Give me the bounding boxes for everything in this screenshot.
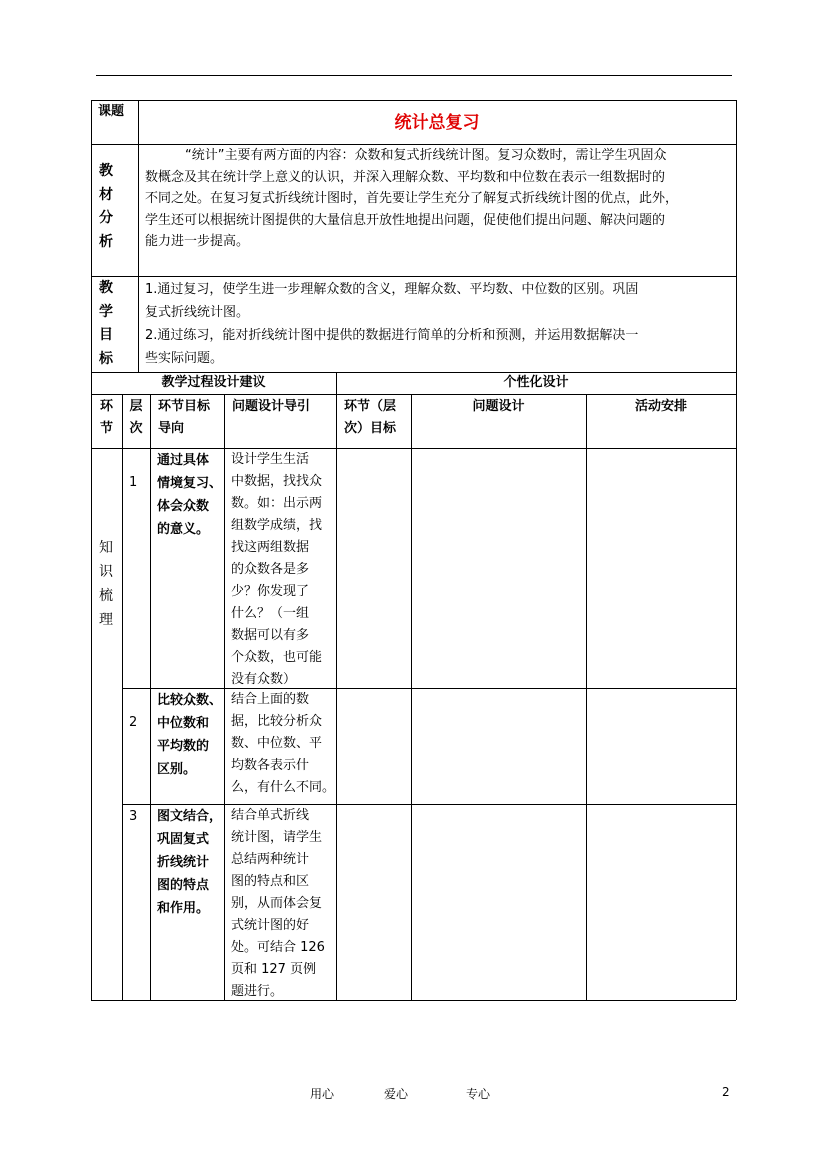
col-problem-design: 问题设计 xyxy=(472,399,525,414)
table-top-border xyxy=(91,100,736,101)
row-target: 图文结合， 巩固复式 折线统计 图的特点 和作用。 xyxy=(157,809,223,916)
row-guide: 结合单式折线 统计图，请学生 总结两种统计 图的特点和区 别，从而体会复 式统计图的好 处。可结合 126 页和 127 页例 题进行。 xyxy=(231,808,325,999)
row-level: 3 xyxy=(129,809,138,824)
table-line xyxy=(91,394,736,395)
col-target: 环节目标 导向 xyxy=(158,399,211,436)
col-guide: 问题设计导引 xyxy=(232,399,311,414)
row-guide: 结合上面的数 据，比较分析众 数、中位数、平 均数各表示什 么，有什么不同。 xyxy=(231,692,336,795)
footer-item: 爱心 xyxy=(384,1087,409,1101)
row-target: 通过具体 情境复习、 体会众数 的意义。 xyxy=(157,453,223,537)
footer-item: 用心 xyxy=(310,1087,335,1101)
goals-text: 1.通过复习，使学生进一步理解众数的含义，理解众数、平均数、中位数的区别。巩固 复式折线统计图。 2.通过练习，能对折线统计图中提供的数据进行简单的分析和预测，并运用数据解决一 些实际问题。 xyxy=(145,282,639,366)
goals-label: 教 学 目 标 xyxy=(99,280,113,367)
row-target: 比较众数、 中位数和 平均数的 区别。 xyxy=(157,693,223,777)
materials-text: “统计”主要有两方面的内容：众数和复式折线统计图。复习众数时，需让学生巩固众 数概念及其在统计学上意义的认识，并深入理解众数、平均数和中位数在表示一组数据时的 不同之处。在复习复式折线统计图时，首先要让学生充分了解复式折线统计图的优点，此外， 学生还可以根据统计图提供的大量信息开放性地提出问题，促使他们提出问题、解决问题的 能力进一步提高。 xyxy=(145,148,679,249)
table-line xyxy=(91,276,736,277)
materials-label: 教 材 分 析 xyxy=(99,163,113,250)
header-rule xyxy=(96,75,732,76)
table-line xyxy=(411,394,412,1000)
personalized-design-header: 个性化设计 xyxy=(503,375,569,390)
process-design-header: 教学过程设计建议 xyxy=(161,375,266,390)
row-level: 1 xyxy=(129,475,138,490)
stage-label: 知 识 梳 理 xyxy=(99,540,113,628)
table-line xyxy=(122,394,123,1000)
row-guide: 设计学生生活 中数据，找找众 数。如：出示两 组数学成绩，找 找这两组数据 的众数各是多 少？你发现了 什么？（一组 数据可以有多 个众数，也可能 没有众数） xyxy=(231,452,323,687)
col-personal-target: 环节（层 次）目标 xyxy=(344,399,397,436)
table-line xyxy=(336,372,337,1000)
topic-label: 课题 xyxy=(98,104,125,119)
table-left-border xyxy=(91,100,92,1000)
table-line xyxy=(138,100,139,372)
footer-item: 专心 xyxy=(466,1087,491,1101)
table-right-border xyxy=(736,100,737,1000)
col-cengci: 层 次 xyxy=(129,399,143,436)
lesson-title: 统计总复习 xyxy=(394,113,480,133)
row-level: 2 xyxy=(129,715,138,730)
table-bottom-border xyxy=(91,1000,736,1001)
page-number: 2 xyxy=(722,1085,730,1099)
col-activity: 活动安排 xyxy=(634,399,687,414)
table-line xyxy=(150,394,151,1000)
col-huanjie: 环 节 xyxy=(99,399,113,436)
table-line xyxy=(586,394,587,1000)
